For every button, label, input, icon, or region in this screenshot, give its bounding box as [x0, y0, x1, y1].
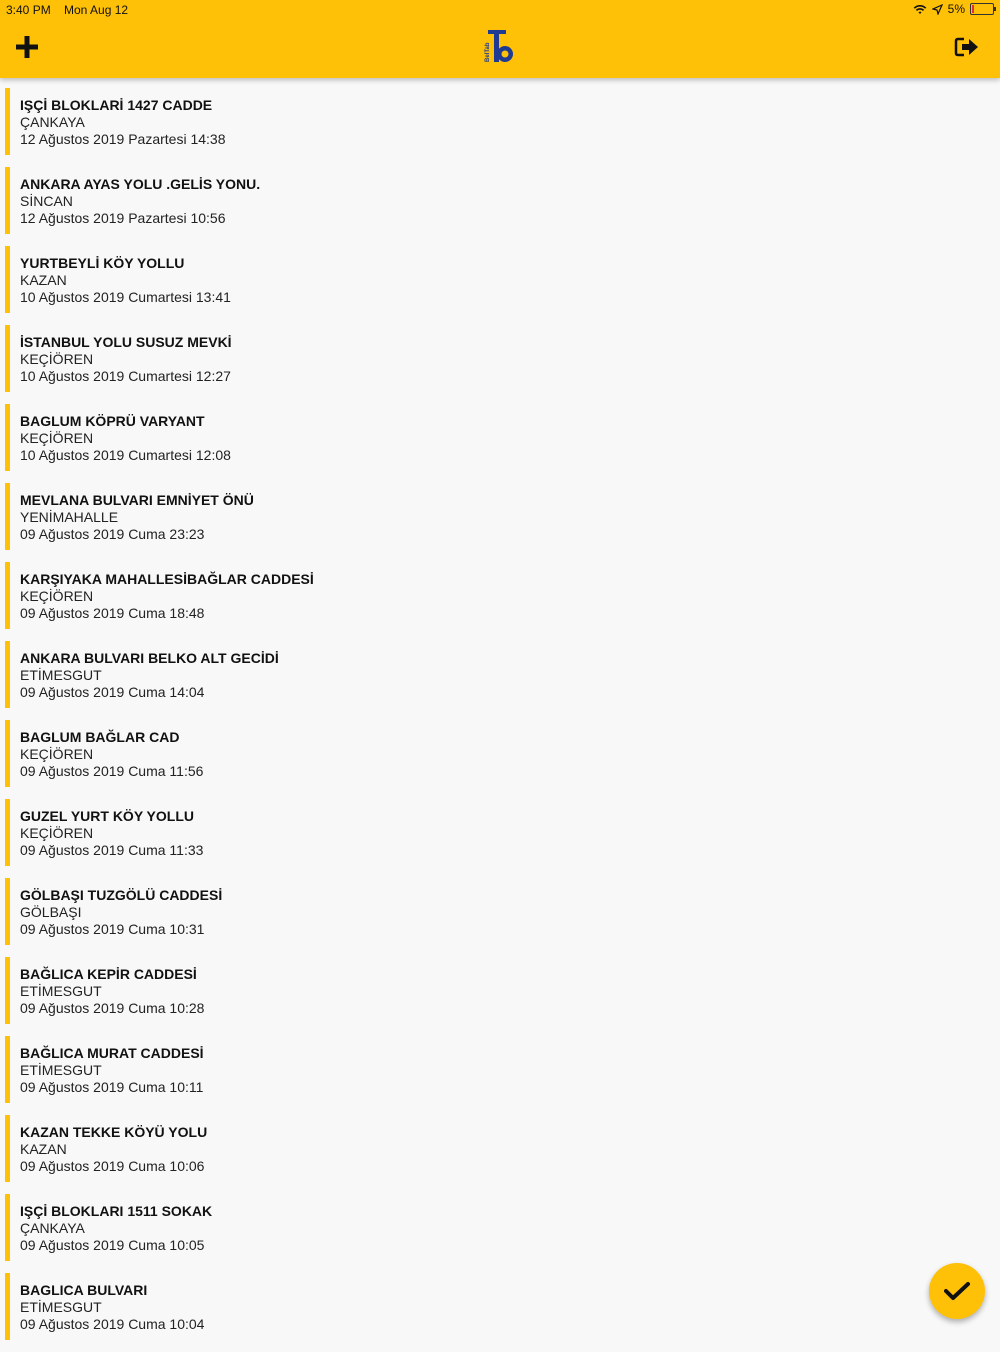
list-item-datetime: 09 Ağustos 2019 Cuma 11:33 — [20, 842, 204, 858]
list-item-title: KAZAN TEKKE KÖYÜ YOLU — [20, 1124, 208, 1140]
list-item-accent-bar — [5, 1194, 10, 1261]
add-button[interactable] — [14, 34, 40, 60]
list-item-title: GÖLBAŞI TUZGÖLÜ CADDESİ — [20, 887, 223, 903]
list-item[interactable] — [0, 167, 1000, 234]
list-item-datetime: 10 Ağustos 2019 Cumartesi 12:27 — [20, 368, 231, 384]
list-item-accent-bar — [5, 1273, 10, 1340]
list-item-title: ANKARA AYAS YOLU .GELİS YONU. — [20, 176, 261, 192]
list-item-accent-bar — [5, 246, 10, 313]
status-indicators — [913, 2, 994, 16]
list-item-datetime: 09 Ağustos 2019 Cuma 23:23 — [20, 526, 205, 542]
list-item-accent-bar — [5, 1115, 10, 1182]
list-item-district: KEÇİÖREN — [20, 588, 94, 604]
list-item-title: BAGLUM KÖPRÜ VARYANT — [20, 413, 205, 429]
list-item-district: GÖLBAŞI — [20, 904, 82, 920]
logout-icon — [954, 36, 980, 58]
plus-icon — [14, 34, 40, 60]
confirm-fab-button[interactable] — [929, 1263, 985, 1319]
list-item-district: ETİMESGUT — [20, 1299, 102, 1315]
list-item-accent-bar — [5, 167, 10, 234]
list-item-district: KEÇİÖREN — [20, 430, 94, 446]
list-item[interactable] — [0, 562, 1000, 629]
list-item-title: İSTANBUL YOLU SUSUZ MEVKİ — [20, 334, 232, 350]
list-item-district: YENİMAHALLE — [20, 509, 119, 525]
list-item-district: KAZAN — [20, 272, 67, 288]
list-item-datetime: 09 Ağustos 2019 Cuma 11:56 — [20, 763, 204, 779]
list-item-accent-bar — [5, 799, 10, 866]
list-item-title: BAĞLICA KEPİR CADDESİ — [20, 966, 197, 982]
list-item-accent-bar — [5, 562, 10, 629]
list-item-datetime: 09 Ağustos 2019 Cuma 10:11 — [20, 1079, 204, 1095]
status-date: Mon Aug 12 — [64, 3, 129, 17]
list-item-accent-bar — [5, 325, 10, 392]
list-item[interactable] — [0, 1036, 1000, 1103]
battery-percent: 5% — [947, 2, 965, 16]
list-item-title: KARŞIYAKA MAHALLESİBAĞLAR CADDESİ — [20, 571, 314, 587]
list-item[interactable] — [0, 799, 1000, 866]
logout-button[interactable] — [954, 36, 980, 58]
list-item-datetime: 12 Ağustos 2019 Pazartesi 14:38 — [20, 131, 226, 147]
list-item-district: KEÇİÖREN — [20, 825, 94, 841]
list-item[interactable] — [0, 641, 1000, 708]
list-item-datetime: 09 Ağustos 2019 Cuma 10:05 — [20, 1237, 205, 1253]
list-item-accent-bar — [5, 720, 10, 787]
list-item-title: BAĞLICA MURAT CADDESİ — [20, 1045, 204, 1061]
list-item-datetime: 10 Ağustos 2019 Cumartesi 12:08 — [20, 447, 231, 463]
list-item-datetime: 09 Ağustos 2019 Cuma 14:04 — [20, 684, 205, 700]
logo-text: BelTab — [485, 42, 491, 62]
list-item-district: ETİMESGUT — [20, 667, 102, 683]
list-item-title: GUZEL YURT KÖY YOLLU — [20, 808, 194, 824]
list-item-district: ETİMESGUT — [20, 1062, 102, 1078]
battery-icon — [970, 3, 994, 15]
list-item[interactable] — [0, 246, 1000, 313]
list-item[interactable] — [0, 720, 1000, 787]
list-item-district: KEÇİÖREN — [20, 351, 94, 367]
list-item-title: IŞÇİ BLOKLARİ 1427 CADDE — [20, 97, 213, 113]
list-item-district: ÇANKAYA — [20, 114, 85, 130]
list-item-district: KEÇİÖREN — [20, 746, 94, 762]
list-item-title: ANKARA BULVARI BELKO ALT GECİDİ — [20, 650, 279, 666]
list-item-title: BAGLICA BULVARI — [20, 1282, 148, 1298]
list-item-accent-bar — [5, 404, 10, 471]
list-item-accent-bar — [5, 641, 10, 708]
checkmark-icon — [944, 1281, 970, 1301]
list-item[interactable] — [0, 483, 1000, 550]
list-item-title: BAGLUM BAĞLAR CAD — [20, 729, 180, 745]
list-item-datetime: 09 Ağustos 2019 Cuma 10:06 — [20, 1158, 205, 1174]
list-item-district: KAZAN — [20, 1141, 67, 1157]
status-bar — [0, 0, 1000, 22]
list-item[interactable] — [0, 1115, 1000, 1182]
list-item-accent-bar — [5, 483, 10, 550]
list-item[interactable] — [0, 325, 1000, 392]
list-item-accent-bar — [5, 88, 10, 155]
wifi-icon — [913, 4, 927, 15]
list-item[interactable] — [0, 1194, 1000, 1261]
list-item-datetime: 09 Ağustos 2019 Cuma 18:48 — [20, 605, 205, 621]
list-item-district: ÇANKAYA — [20, 1220, 85, 1236]
list-item[interactable] — [0, 404, 1000, 471]
incident-list — [0, 88, 1000, 1352]
list-item[interactable] — [0, 88, 1000, 155]
app-header — [0, 0, 1000, 78]
list-item-district: ETİMESGUT — [20, 983, 102, 999]
list-item[interactable] — [0, 957, 1000, 1024]
list-item-datetime: 09 Ağustos 2019 Cuma 10:04 — [20, 1316, 205, 1332]
location-arrow-icon — [932, 4, 943, 15]
list-item-datetime: 09 Ağustos 2019 Cuma 10:31 — [20, 921, 205, 937]
list-item-accent-bar — [5, 957, 10, 1024]
list-item-datetime: 12 Ağustos 2019 Pazartesi 10:56 — [20, 210, 226, 226]
list-item[interactable] — [0, 1273, 1000, 1340]
list-item-accent-bar — [5, 878, 10, 945]
list-item-accent-bar — [5, 1036, 10, 1103]
list-item-title: IŞÇİ BLOKLARI 1511 SOKAK — [20, 1203, 213, 1219]
list-item-datetime: 10 Ağustos 2019 Cumartesi 13:41 — [20, 289, 231, 305]
app-logo — [482, 28, 518, 66]
list-item[interactable] — [0, 878, 1000, 945]
status-time: 3:40 PM — [6, 3, 51, 17]
list-item-datetime: 09 Ağustos 2019 Cuma 10:28 — [20, 1000, 205, 1016]
list-item-title: MEVLANA BULVARI EMNİYET ÖNÜ — [20, 492, 254, 508]
list-item-district: SİNCAN — [20, 193, 73, 209]
list-item-title: YURTBEYLİ KÖY YOLLU — [20, 255, 185, 271]
